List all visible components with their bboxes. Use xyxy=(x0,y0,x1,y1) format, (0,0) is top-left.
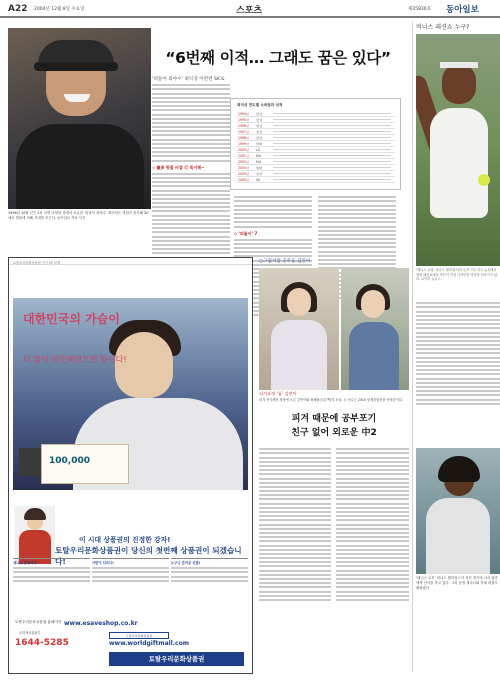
record-team: 삼성 xyxy=(255,171,272,177)
record-row xyxy=(237,177,395,183)
player-smile-shape xyxy=(64,94,90,102)
record-year: 1994년 xyxy=(237,111,255,117)
record-year: 2003년 xyxy=(237,165,255,171)
ad-footer xyxy=(13,630,248,670)
record-year: 2005년 xyxy=(237,177,255,183)
ad-subtitle: 더 많이 따뜻해졌으면 합니다! xyxy=(23,355,127,364)
sidebar-title: 비너스 패션쇼 누구? xyxy=(416,24,470,31)
section-title: 스포츠 xyxy=(236,6,263,16)
record-year: 1999년 xyxy=(237,141,255,147)
player-photo xyxy=(8,28,151,209)
second-photo-caption: ‘테니스 요정’ 비너스 윌리엄스가 자선 경기에 나서 관중에게 인사를 하고 있다. 그의 동생 세리나와 자매 대결도 펼쳐졌다. xyxy=(416,576,498,590)
record-year: 1997년 xyxy=(237,129,255,135)
record-team: 한화 xyxy=(255,141,272,147)
ad-feature-3-heading: 누구나 즐거운 선물! xyxy=(171,561,201,565)
record-team: 현대 xyxy=(255,165,272,171)
skater-body-shape xyxy=(349,322,399,390)
skater-face-shape xyxy=(361,290,385,318)
player-shirt-shape xyxy=(426,498,490,574)
player-headband-shape xyxy=(440,62,478,68)
gallery-tag: ○그림처럼 공주들 김연아 xyxy=(259,259,311,264)
record-year: 2000년 xyxy=(237,147,255,153)
page-number: A22 xyxy=(8,4,28,14)
gallery-headline-line-1: 피겨 때문에 공부포기 xyxy=(291,414,377,424)
gallery-headline xyxy=(259,412,409,440)
second-tennis-photo xyxy=(416,448,500,574)
player-hair-shape xyxy=(438,456,480,482)
record-team: 삼성 xyxy=(255,117,272,123)
tennis-player-photo xyxy=(416,34,500,266)
ad-top-line: 토탈우리문화상품권 인기 CF 모델 xyxy=(9,258,252,265)
record-team: KIA xyxy=(255,159,272,165)
skater-photo-1 xyxy=(259,268,339,390)
advertisement[interactable] xyxy=(8,257,253,674)
record-team: 삼성 xyxy=(255,135,272,141)
record-table-box xyxy=(230,98,401,190)
article-headline: “6번째 이적… 그래도 꿈은 있다” xyxy=(165,49,391,67)
column-divider xyxy=(412,22,413,672)
ad-phone-number[interactable]: 1644-5285 xyxy=(15,638,69,648)
tennis-ball-shape xyxy=(478,174,490,186)
gallery-text-col-2 xyxy=(336,446,409,603)
ad-site-link[interactable]: www.worldgiftmall.com xyxy=(109,640,189,647)
record-team: SK xyxy=(255,177,272,183)
record-table-title: 최익성 연도별 소속팀과 성적 xyxy=(237,103,283,107)
woman-hair-shape xyxy=(24,508,46,520)
article-subhead-1: ◇ 最多 방출 비결 ⓒ 특이해~ xyxy=(152,164,205,170)
page-header xyxy=(0,0,500,18)
gallery-text-col-1 xyxy=(259,446,331,603)
ad-title: 대한민국의 가슴이 xyxy=(23,312,120,326)
article-subhead-2: ◇ ‘떠돌이’ 7 xyxy=(234,230,258,236)
record-team: KIA xyxy=(255,153,272,159)
player-body-shape xyxy=(16,124,144,209)
ad-card-label: 토탈우리문화상품권 xyxy=(109,632,169,639)
record-team: 삼성 xyxy=(255,129,272,135)
player-dress-shape xyxy=(430,108,488,218)
ad-headline-1: 이 시대 상품권의 진정한 강자! xyxy=(79,536,171,544)
ad-feature-2 xyxy=(92,558,169,588)
skater-photo-2 xyxy=(341,268,409,390)
photo-caption-text: 1996년 10월 신인 2차 지명 다양한 경력의 보유한 ‘떠돌이 외야수’ 최익성은 경험이 풍부해 SK에서 발판에 의해 기대를 모은다. xyxy=(8,211,149,220)
skater-face-shape xyxy=(287,288,311,316)
record-year: 2001년 xyxy=(237,153,255,159)
gallery-caption: 피겨 전국체전 정상에 오른 김연아와 최혜린(오른쪽)의 모습. 두 선수는 2010 동계올림픽을 준비중이다. xyxy=(259,398,403,402)
sidebar-text-block xyxy=(416,300,500,407)
sidebar-caption: ‘테니스 요정’ 비너스 윌리엄스(미국)가 7일 미국 뉴욕에서 열린 패션쇼에서 자신이 직접 디자인한 의상을 선보이고 있다. 로이터 뉴시스 xyxy=(416,268,497,282)
ad-dept: 문화체육관광부 xyxy=(19,631,41,635)
record-year: 1998년 xyxy=(237,135,255,141)
gallery-photo-name: 피겨요정 ‘톱’ 김연아 xyxy=(259,391,297,396)
record-table xyxy=(237,111,395,183)
ad-headline-2: 토탈우리문화상품권이 당신의 첫번째 상품권이 되겠습니다! xyxy=(55,546,242,566)
player-head-shape xyxy=(442,64,476,104)
skater-body-shape xyxy=(271,320,327,390)
ad-feature-columns xyxy=(13,558,248,588)
issue-date: 2004년 12월 8일 수요일 xyxy=(34,7,85,12)
model-face-shape xyxy=(115,332,173,398)
ad-feature-1-heading: 새나로 통장처리! xyxy=(13,561,38,565)
player-cap-brim-shape xyxy=(34,62,118,71)
newspaper-logo: 동아일보 xyxy=(446,5,479,15)
article-column-1 xyxy=(152,76,230,282)
record-year: 2002년 xyxy=(237,159,255,165)
issue-number: 제25836호 xyxy=(408,7,432,12)
ad-feature-3 xyxy=(171,558,248,588)
record-stats xyxy=(272,177,395,183)
article-lead: ‘떠돌이 외야수’ 최익성 이번엔 SK로 xyxy=(152,77,225,82)
ad-feature-2-heading: 사람이 다르다! xyxy=(92,561,114,565)
ad-homepage-label: 토탈우리문화상품권 홈페이지 xyxy=(15,620,62,624)
gift-card-value: 100,000 xyxy=(49,456,90,466)
gallery-headline-line-2: 친구 없어 외로운 中2 xyxy=(291,428,377,438)
ad-feature-1 xyxy=(13,558,90,588)
record-team: 삼성 xyxy=(255,123,272,129)
record-year: 2004년 xyxy=(237,171,255,177)
ad-web-link[interactable]: www.esaveshop.co.kr xyxy=(64,620,138,627)
ad-woman-figure xyxy=(15,506,55,564)
photo-credit: 동아일보 자료 사진 xyxy=(57,216,86,220)
player-photo-caption xyxy=(8,211,151,221)
record-team: 삼성 xyxy=(255,111,272,117)
record-year: 1996년 xyxy=(237,123,255,129)
ad-brand-name: 토탈우리문화상품권 xyxy=(109,652,244,666)
record-year: 1995년 xyxy=(237,117,255,123)
record-team: LG xyxy=(255,147,272,153)
